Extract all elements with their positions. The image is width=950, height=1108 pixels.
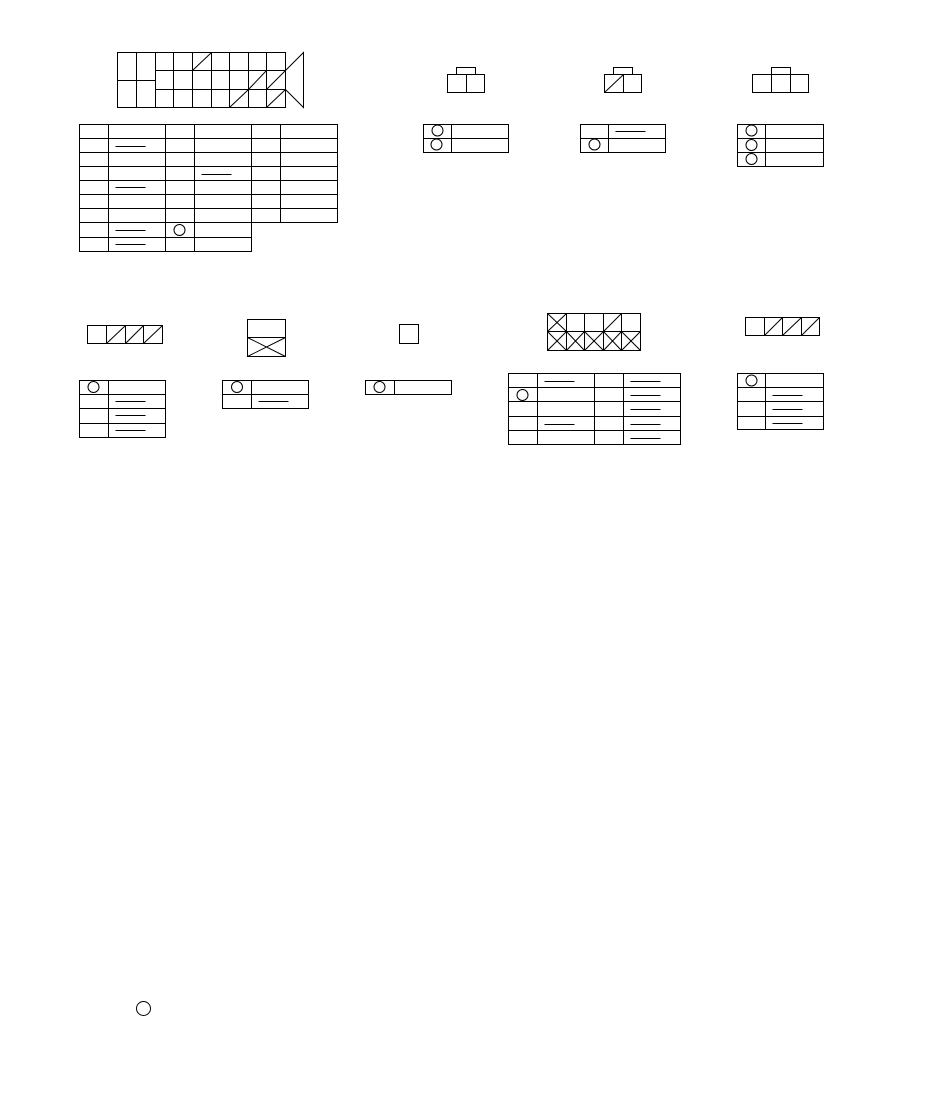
connector-c-pin-table xyxy=(581,125,666,153)
legend xyxy=(137,1002,151,1016)
connector-f xyxy=(223,320,309,409)
circle-mark-icon xyxy=(431,139,442,150)
connector-g-face xyxy=(400,325,419,344)
connector-e-pin-table xyxy=(80,381,166,438)
connector-i xyxy=(738,318,824,430)
circle-mark-icon xyxy=(374,382,385,393)
circle-mark-icon xyxy=(232,382,243,393)
connector-c xyxy=(581,68,666,153)
connector-e-face xyxy=(88,326,163,344)
connector-d-face xyxy=(753,68,809,93)
connector-a-pin-table xyxy=(80,125,338,252)
connector-e xyxy=(80,326,166,438)
connector-i-pin-table xyxy=(738,374,824,430)
legend-circle-mark-icon xyxy=(137,1002,151,1016)
connector-f-face xyxy=(248,320,286,357)
connector-g xyxy=(366,325,452,395)
connector-h xyxy=(509,314,681,445)
connector-h-face xyxy=(548,314,641,351)
connector-a-face xyxy=(118,53,304,108)
connector-b xyxy=(424,68,509,153)
circle-mark-icon xyxy=(589,139,600,150)
circle-mark-icon xyxy=(174,225,185,236)
circle-mark-icon xyxy=(746,140,757,151)
connector-a xyxy=(80,53,338,252)
connector-c-face xyxy=(605,68,642,93)
connector-g-pin-table xyxy=(366,381,452,395)
circle-mark-icon xyxy=(746,154,757,165)
circle-mark-icon xyxy=(746,375,757,386)
circle-mark-icon xyxy=(432,125,443,136)
connector-h-pin-table xyxy=(509,374,681,445)
connector-d xyxy=(738,68,824,167)
circle-mark-icon xyxy=(88,382,99,393)
connector-d-pin-table xyxy=(738,125,824,167)
circle-mark-icon xyxy=(746,125,757,136)
connector-i-face xyxy=(746,318,820,336)
circle-mark-icon xyxy=(517,390,528,401)
connector-f-pin-table xyxy=(223,381,309,409)
connector-b-pin-table xyxy=(424,125,509,153)
connector-b-face xyxy=(448,68,485,93)
